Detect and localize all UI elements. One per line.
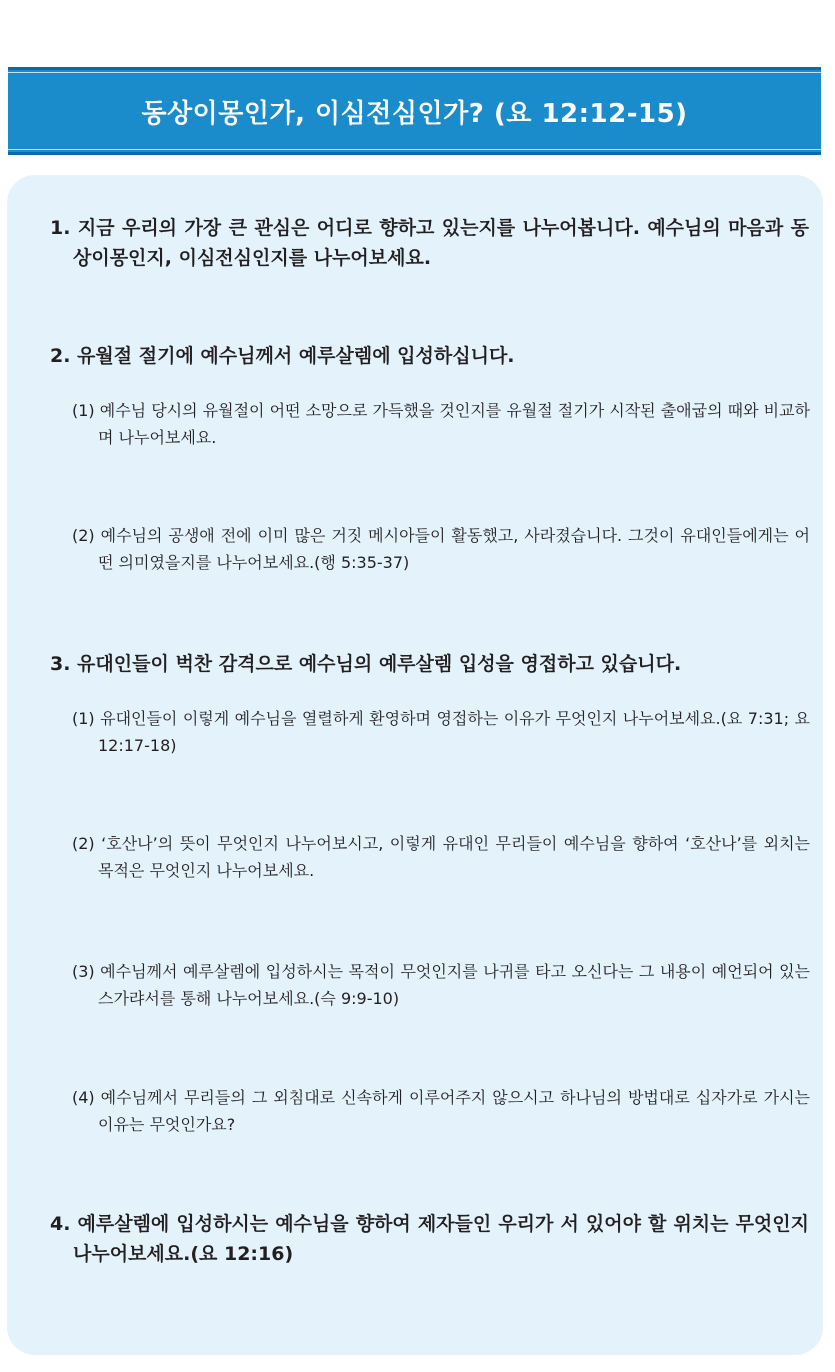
title-banner <box>8 67 821 155</box>
page-title: 동상이몽인가, 이심전심인가? (요 12:12-15) <box>141 98 688 129</box>
question-2-sub-2: (2) 예수님의 공생애 전에 이미 많은 거짓 메시아들이 활동했고, 사라졌습니다. 그것이 유대인들에게는 어떤 의미였을지를 나누어보세요.(행 5:35-37) <box>72 526 810 572</box>
question-3-sub-2: (2) ‘호산나’의 뜻이 무엇인지 나누어보시고, 이렇게 유대인 무리들이 예수님을 향하여 ‘호산나’를 외치는 목적은 무엇인지 나누어보세요. <box>72 834 810 880</box>
question-1: 1. 지금 우리의 가장 큰 관심은 어디로 향하고 있는지를 나누어봅니다. 예수님의 마음과 동상이몽인지, 이심전심인지를 나누어보세요. <box>50 217 809 269</box>
question-3-sub-4: (4) 예수님께서 무리들의 그 외침대로 신속하게 이루어주지 않으시고 하나님의 방법대로 십자가로 가시는 이유는 무엇인가요? <box>72 1088 810 1134</box>
question-4: 4. 예루살렘에 입성하시는 예수님을 향하여 제자들인 우리가 서 있어야 할 위치는 무엇인지 나누어보세요.(요 12:16) <box>50 1213 809 1265</box>
question-2: 2. 유월절 절기에 예수님께서 예루살렘에 입성하십니다. <box>50 345 515 367</box>
question-2-sub-1: (1) 예수님 당시의 유월절이 어떤 소망으로 가득했을 것인지를 유월절 절기가 시작된 출애굽의 때와 비교하며 나누어보세요. <box>72 401 810 447</box>
question-3-sub-1: (1) 유대인들이 이렇게 예수님을 열렬하게 환영하며 영접하는 이유가 무엇인지 나누어보세요.(요 7:31; 요 12:17-18) <box>72 709 810 755</box>
question-3: 3. 유대인들이 벅찬 감격으로 예수님의 예루살렘 입성을 영접하고 있습니다. <box>50 653 682 675</box>
question-3-sub-3: (3) 예수님께서 예루살렘에 입성하시는 목적이 무엇인지를 나귀를 타고 오신다는 그 내용이 예언되어 있는 스가랴서를 통해 나누어보세요.(슥 9:9-10) <box>72 962 810 1008</box>
